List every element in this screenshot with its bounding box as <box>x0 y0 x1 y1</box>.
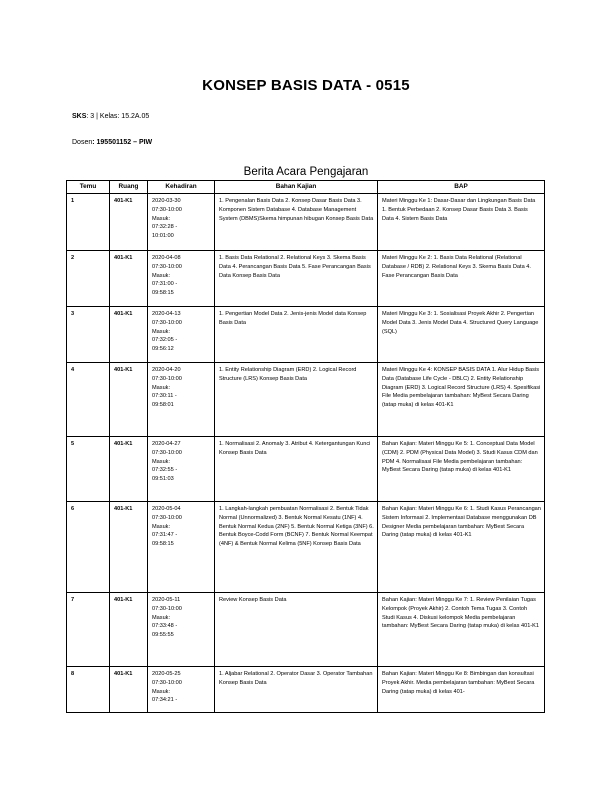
teaching-log-table <box>66 180 545 713</box>
cell-temu: 6 <box>67 502 110 593</box>
cell-ruang: 401-K1 <box>110 502 148 593</box>
table-row <box>67 363 545 437</box>
cell-bap: Bahan Kajian: Materi Minggu Ke 8: Bimbingan dan konsultasi Proyek Akhir. Media pembelajaran tambahan: MyBest Secara Daring (tatap muka) di kelas 401- <box>378 667 545 713</box>
table-row <box>67 667 545 713</box>
table-row <box>67 593 545 667</box>
cell-bap: Materi Minggu Ke 2: 1. Basis Data Relational (Relational Database / RDB) 2. Relational Keys 3. Skema Basis Data 4. Fase Perancangan Basis Data <box>378 251 545 307</box>
document-title: KONSEP BASIS DATA - 0515 <box>202 77 410 94</box>
sks-value: : 3 | Kelas: 15.2A.05 <box>86 113 150 120</box>
cell-temu: 3 <box>67 307 110 363</box>
cell-temu: 8 <box>67 667 110 713</box>
cell-bap: Bahan Kajian: Materi Minggu Ke 5: 1. Conceptual Data Model (CDM) 2. PDM (Physical Data Model) 3. Studi Kasus CDM dan PDM 4. Normalisasi File Media pembelajaran tambahan: MyBest Secara Daring (tatap muka) di kelas 401-K1 <box>378 437 545 502</box>
table-row <box>67 502 545 593</box>
header-ruang: Ruang <box>110 181 148 194</box>
header-kehadiran: Kehadiran <box>148 181 215 194</box>
cell-ruang: 401-K1 <box>110 593 148 667</box>
cell-kehadiran: 2020-04-13 07:30-10:00 Masuk: 07:32:05 - 09:56:12 <box>148 307 215 363</box>
dosen-label: Dosen <box>72 139 93 146</box>
cell-bahan-kajian: 1. Pengenalan Basis Data 2. Konsep Dasar Basis Data 3. Komponen Sistem Database 4. Database Management System (DBMS)Skema himpunan hibugan Konsep Basis Data <box>215 194 378 251</box>
cell-bap: Materi Minggu Ke 1: Dasar-Dasar dan Lingkungan Basis Data 1. Bentuk Perbedaan 2. Konsep Dasar Basis Data 3. Basis Data 4. Sistem Basis Data <box>378 194 545 251</box>
cell-bahan-kajian: 1. Pengertian Model Data 2. Jenis-jenis Model data Konsep Basis Data <box>215 307 378 363</box>
cell-ruang: 401-K1 <box>110 251 148 307</box>
cell-bap: Bahan Kajian: Materi Minggu Ke 7: 1. Review Penilaian Tugas Kelompok (Proyek Akhir) 2. Contoh Tema Tugas 3. Contoh Studi Kasus 4. Diskusi kelompok Media pembelajaran tambahan: MyBest Secara Daring (tatap muka) di kelas 401-K1 <box>378 593 545 667</box>
table-row <box>67 307 545 363</box>
section-subtitle: Berita Acara Pengajaran <box>243 166 369 178</box>
cell-bap: Materi Minggu Ke 3: 1. Sosialisasi Proyek Akhir 2. Pengertian Model Data 3. Jenis Model Data 4. Structured Query Language (SQL) <box>378 307 545 363</box>
table-row <box>67 251 545 307</box>
cell-kehadiran: 2020-04-27 07:30-10:00 Masuk: 07:32:55 - 09:51:03 <box>148 437 215 502</box>
cell-bahan-kajian: 1. Entity Relationship Diagram (ERD) 2. Logical Record Structure (LRS) Konsep Basis Data <box>215 363 378 437</box>
cell-kehadiran: 2020-05-04 07:30-10:00 Masuk: 07:31:47 - 09:58:15 <box>148 502 215 593</box>
cell-temu: 7 <box>67 593 110 667</box>
cell-bahan-kajian: 1. Basis Data Relational 2. Relational Keys 3. Skema Basis Data 4. Perancangan Basis Data 5. Fase Perancangan Basis Data Konsep Basis Data <box>215 251 378 307</box>
cell-bap: Materi Minggu Ke 4: KONSEP BASIS DATA 1. Alur Hidup Basis Data (Database Life Cycle - DBLC) 2. Entity Relationship Diagram (ERD) 3. Logical Record Structure (LRS) 4. Spesifikasi File Media pembelajaran tambahan: MyBest Secara Daring (tatap muka) di kelas 401-K1 <box>378 363 545 437</box>
cell-temu: 2 <box>67 251 110 307</box>
cell-kehadiran: 2020-05-25 07:30-10:00 Masuk: 07:34:21 - <box>148 667 215 713</box>
table-row <box>67 437 545 502</box>
cell-kehadiran: 2020-05-11 07:30-10:00 Masuk: 07:33:48 - 09:55:55 <box>148 593 215 667</box>
table-header-row <box>67 181 545 194</box>
header-temu: Temu <box>67 181 110 194</box>
cell-ruang: 401-K1 <box>110 194 148 251</box>
dosen-value: : 195501152 – PIW <box>92 139 153 146</box>
cell-ruang: 401-K1 <box>110 363 148 437</box>
cell-ruang: 401-K1 <box>110 667 148 713</box>
cell-temu: 4 <box>67 363 110 437</box>
cell-temu: 1 <box>67 194 110 251</box>
cell-kehadiran: 2020-04-08 07:30-10:00 Masuk: 07:31:00 - 09:58:15 <box>148 251 215 307</box>
cell-bahan-kajian: 1. Normalisasi 2. Anomaly 3. Atribut 4. Ketergantungan Kunci Konsep Basis Data <box>215 437 378 502</box>
sks-label: SKS <box>72 113 87 120</box>
cell-bahan-kajian: 1. Langkah-langkah pembuatan Normalisasi 2. Bentuk Tidak Normal (Unnormalized) 3. Bentuk Normal Kesatu (1NF) 4. Bentuk Normal Kedua (2NF) 5. Bentuk Normal Ketiga (3NF) 6. Bentuk Boyce-Codd Form (BCNF) 7. Bentuk Normal Keempat (4NF) & Bentuk Normal Kelima (5NF) Konsep Basis Data <box>215 502 378 593</box>
cell-ruang: 401-K1 <box>110 307 148 363</box>
cell-bap: Bahan Kajian: Materi Minggu Ke 6: 1. Studi Kasus Perancangan Sistem Informasi 2. Implementasi Database menggunakan DB Designer Media pembelajaran tambahan: MyBest Secara Daring (tatap muka) di kelas 401-K1 <box>378 502 545 593</box>
cell-ruang: 401-K1 <box>110 437 148 502</box>
table-row <box>67 194 545 251</box>
cell-temu: 5 <box>67 437 110 502</box>
cell-kehadiran: 2020-03-30 07:30-10:00 Masuk: 07:32:28 - 10:01:00 <box>148 194 215 251</box>
lecturer-meta <box>72 139 152 146</box>
header-bap: BAP <box>378 181 545 194</box>
cell-bahan-kajian: 1. Aljabar Relational 2. Operator Dasar 3. Operator Tambahan Konsep Basis Data <box>215 667 378 713</box>
header-bahan-kajian: Bahan Kajian <box>215 181 378 194</box>
cell-bahan-kajian: Review Konsep Basis Data <box>215 593 378 667</box>
course-meta <box>72 113 149 120</box>
cell-kehadiran: 2020-04-20 07:30-10:00 Masuk: 07:30:11 - 09:58:01 <box>148 363 215 437</box>
